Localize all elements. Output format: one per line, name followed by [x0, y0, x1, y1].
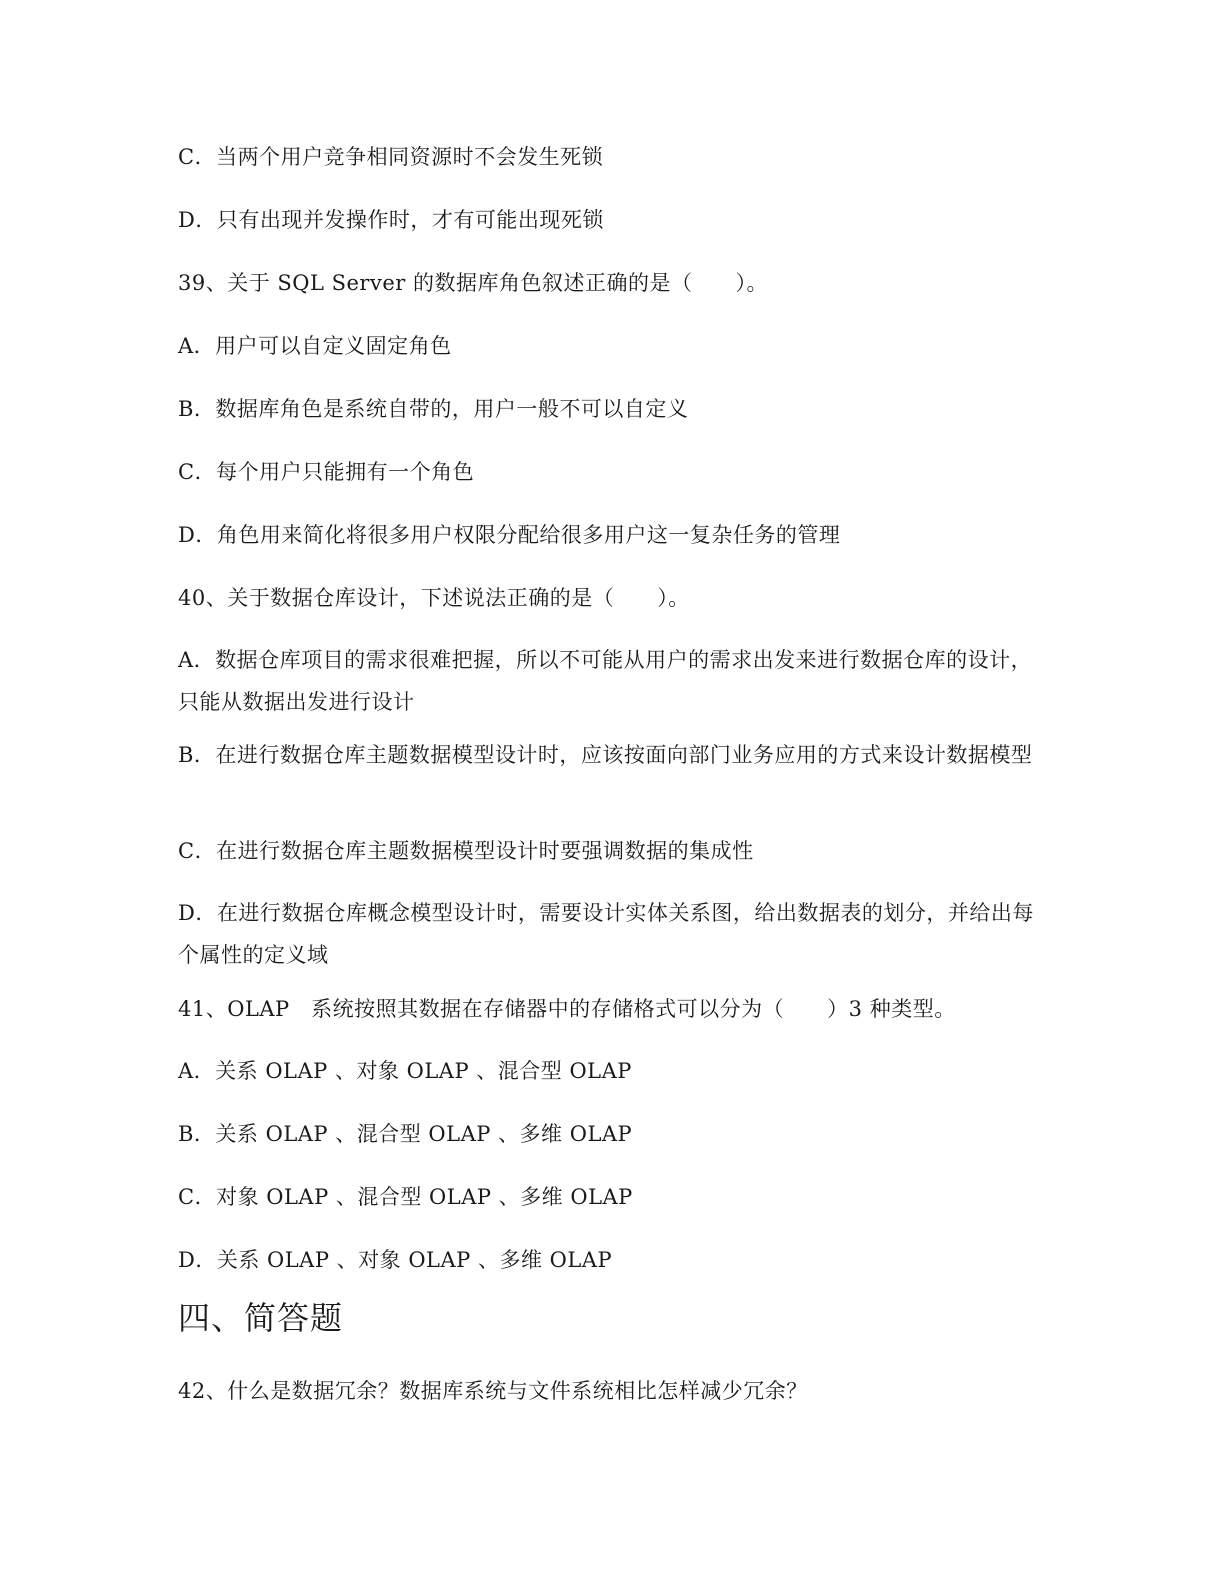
q41-option-c: C．对象 OLAP 、混合型 OLAP 、多维 OLAP [178, 1185, 633, 1209]
q42-question: 42、什么是数据冗余？数据库系统与文件系统相比怎样减少冗余？ [178, 1379, 808, 1403]
q41-question: 41、OLAP 系统按照其数据在存储器中的存储格式可以分为（ ）3 种类型。 [178, 997, 956, 1021]
q40-option-b: B．在进行数据仓库主题数据模型设计时，应该按面向部门业务应用的方式来设计数据模型 [178, 743, 1033, 767]
q41-option-a: A．关系 OLAP 、对象 OLAP 、混合型 OLAP [178, 1059, 632, 1083]
section-heading: 四、简答题 [178, 1299, 344, 1337]
q38-option-c: C．当两个用户竞争相同资源时不会发生死锁 [178, 145, 604, 169]
q39-option-c: C．每个用户只能拥有一个角色 [178, 460, 475, 484]
q39-option-a: A．用户可以自定义固定角色 [178, 334, 452, 358]
q39-option-b: B．数据库角色是系统自带的，用户一般不可以自定义 [178, 397, 689, 421]
q40-question: 40、关于数据仓库设计，下述说法正确的是（ ）。 [178, 586, 690, 610]
q39-question: 39、关于 SQL Server 的数据库角色叙述正确的是（ ）。 [178, 271, 768, 295]
q40-option-a: A．数据仓库项目的需求很难把握，所以不可能从用户的需求出发来进行数据仓库的设计，只能从数据出发进行设计 [178, 648, 1033, 714]
q41-option-d: D．关系 OLAP 、对象 OLAP 、多维 OLAP [178, 1248, 613, 1272]
q40-option-c: C．在进行数据仓库主题数据模型设计时要强调数据的集成性 [178, 839, 754, 863]
q39-option-d: D．角色用来简化将很多用户权限分配给很多用户这一复杂任务的管理 [178, 523, 841, 547]
q38-option-d: D．只有出现并发操作时，才有可能出现死锁 [178, 208, 604, 232]
q40-option-d: D．在进行数据仓库概念模型设计时，需要设计实体关系图，给出数据表的划分，并给出每个属性的定义域 [178, 901, 1034, 967]
q41-option-b: B．关系 OLAP 、混合型 OLAP 、多维 OLAP [178, 1122, 633, 1146]
